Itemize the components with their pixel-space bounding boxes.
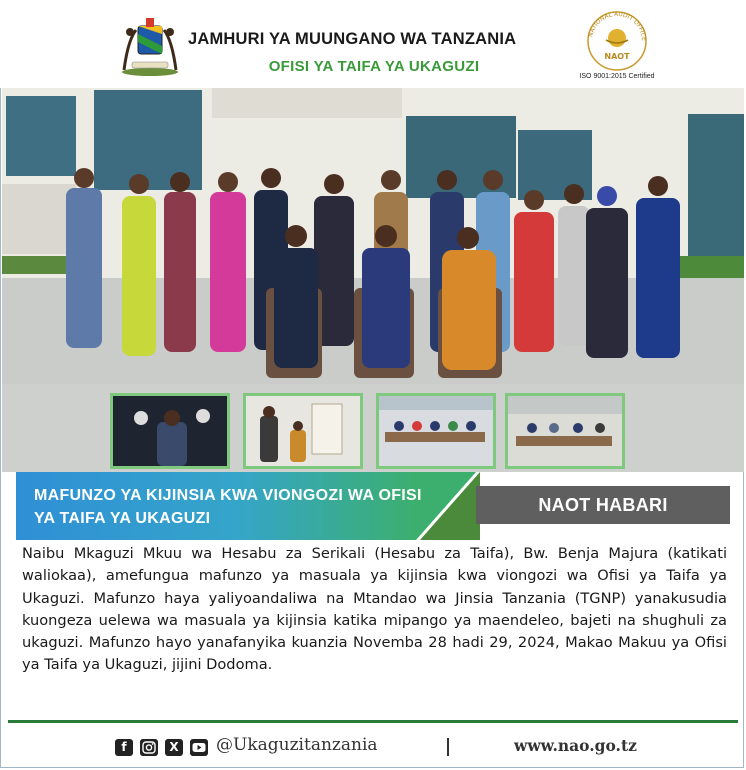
website-link[interactable]: www.nao.go.tz [514, 736, 637, 755]
news-tag: NAOT HABARI [538, 495, 668, 515]
logo-ring-text: NATIONAL AUDIT OFFICE [587, 10, 648, 42]
banner-accent-dark [420, 472, 480, 540]
social-handle[interactable]: @Ukaguzitanzania [216, 735, 378, 755]
office-title: OFISI YA TAIFA YA UKAGUZI [268, 58, 480, 75]
country-title: JAMHURI YA MUUNGANO WA TANZANIA [188, 30, 517, 48]
headline: MAFUNZO YA KIJINSIA KWA VIONGOZI WA OFISI YA TAIFA YA UKAGUZI [34, 487, 422, 527]
naot-logo [584, 10, 650, 72]
thumbnail-4 [505, 393, 625, 469]
youtube-icon[interactable] [190, 739, 208, 756]
thumbnail-3 [376, 393, 496, 469]
footer-separator [447, 738, 449, 756]
instagram-icon[interactable] [140, 739, 158, 756]
article-body: Naibu Mkaguzi Mkuu wa Hesabu za Serikali (Hesabu za Taifa), Bw. Benja Majura (katikati waliokaa), amefungua mafunzo ya masuala ya kijinsia kwa viongozi wa Ofisi ya Taifa ya Ukaguzi. Mafunzo haya yaliyoandaliwa na Mtandao wa Jinsia Tanzania (TGNP) yanakusudia kuongeza uelewa wa masuala ya kijinsia katika mipango ya maendeleo, bajeti na shughuli za ukaguzi. Mafunzo hayo yanafanyika kuanzia Novemba 28 hadi 29, 2024, Makao Makuu ya Ofisi ya Taifa ya Ukaguzi, jijini Dodoma. [22, 545, 727, 674]
x-icon[interactable]: X [165, 739, 183, 756]
facebook-icon[interactable]: f [115, 739, 133, 756]
iso-certification: ISO 9001:2015 Certified [579, 73, 655, 80]
thumbnail-2 [243, 393, 363, 469]
coat-of-arms-icon [116, 10, 184, 78]
logo-text: NAOT [604, 52, 630, 61]
thumbnail-1 [110, 393, 230, 469]
